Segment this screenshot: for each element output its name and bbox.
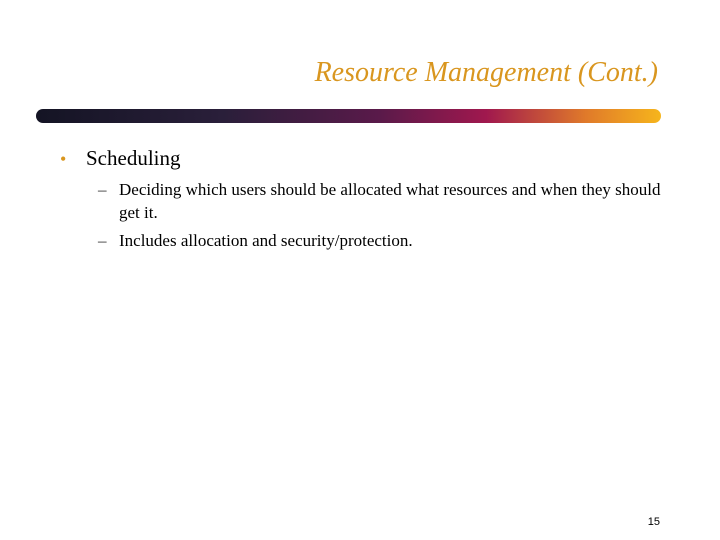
sub-bullet-text: Deciding which users should be allocated what resources and when they should get it.	[119, 180, 661, 222]
slide-title: Resource Management (Cont.)	[314, 57, 658, 88]
sub-bullet-marker: –	[98, 180, 107, 199]
sub-bullet-text: Includes allocation and security/protection.	[119, 231, 413, 250]
bullet-marker: •	[60, 149, 67, 169]
page-number: 15	[647, 516, 660, 528]
bullet-item	[60, 146, 181, 171]
sub-bullet-marker: –	[98, 231, 107, 250]
title-underline-bar	[36, 109, 661, 123]
bullet-text: Scheduling	[86, 146, 181, 170]
